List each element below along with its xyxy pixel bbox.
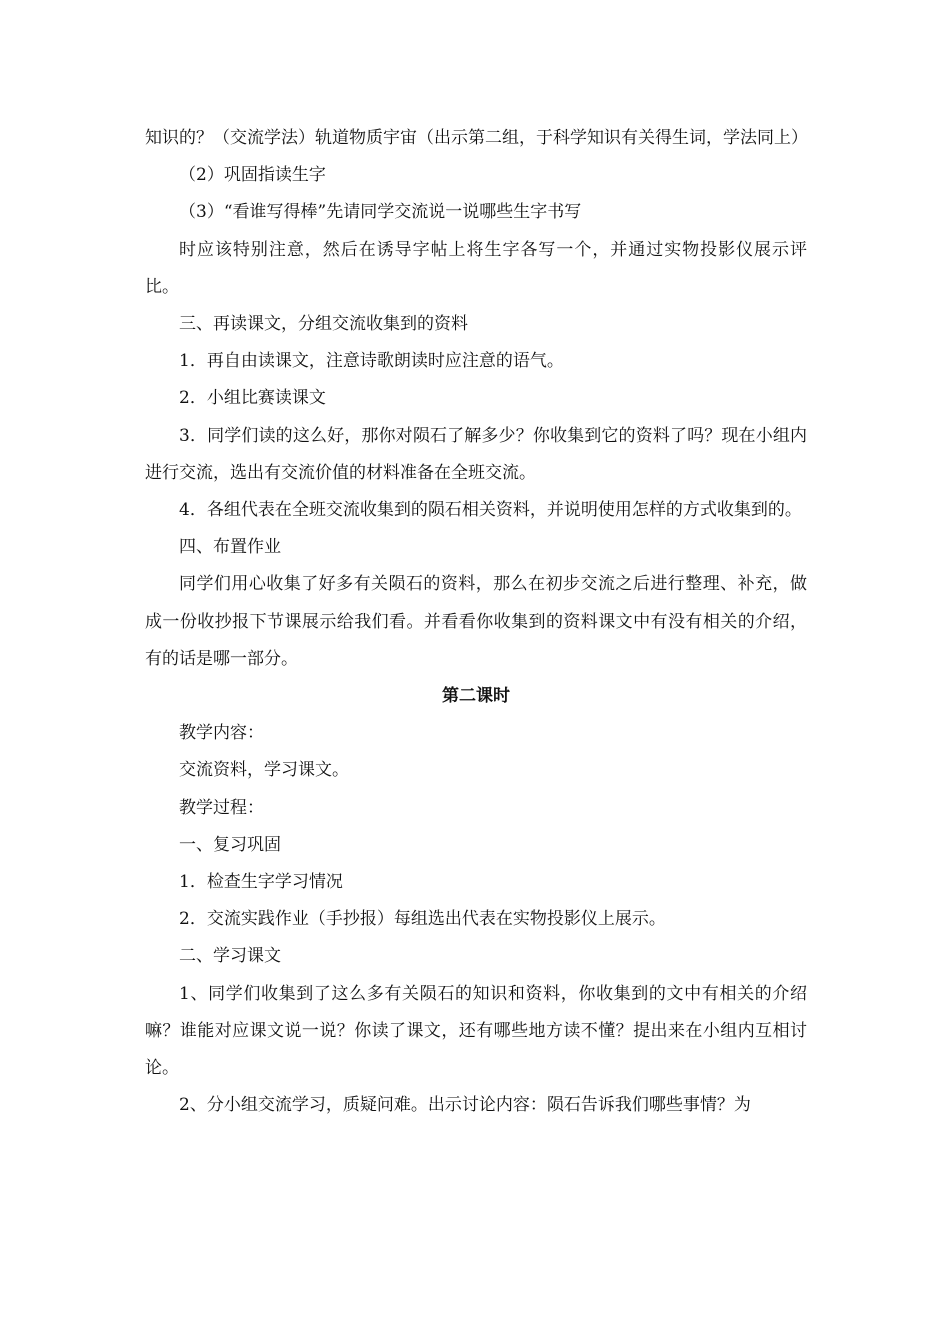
paragraph-1: 知识的？（交流学法）轨道物质宇宙（出示第二组，于科学知识有关得生词，学法同上） (145, 128, 808, 148)
section-heading-3: 三、再读课文，分组交流收集到的资料 (179, 314, 468, 335)
paragraph-14: 教学过程： (179, 797, 264, 818)
section-heading-4: 四、布置作业 (179, 537, 281, 558)
paragraph-11: 同学们用心收集了好多有关陨石的资料，那么在初步交流之后进行整理、补充，做成一份收抄报下节课展示给我们看。并看看你收集到的资料课文中有没有相关的介绍，有的话是哪一部分。 (145, 574, 807, 669)
paragraph-20: 2、分小组交流学习，质疑问难。出示讨论内容：陨石告诉我们哪些事情？为 (179, 1095, 751, 1116)
paragraph-7: 2．小组比赛读课文 (179, 388, 326, 409)
lesson-title: 第二课时 (442, 686, 510, 707)
section-heading-1: 一、复习巩固 (179, 834, 281, 855)
paragraph-17: 2．交流实践作业（手抄报）每组选出代表在实物投影仪上展示。 (179, 909, 666, 930)
section-heading-2: 二、学习课文 (179, 946, 281, 967)
paragraph-4: 时应该特别注意，然后在诱导字帖上将生字各写一个，并通过实物投影仪展示评比。 (145, 239, 807, 297)
paragraph-2: （2）巩固指读生字 (179, 165, 326, 186)
paragraph-12: 教学内容： (179, 723, 264, 744)
paragraph-13: 交流资料，学习课文。 (179, 760, 349, 781)
paragraph-6: 1．再自由读课文，注意诗歌朗读时应注意的语气。 (179, 351, 564, 372)
paragraph-19: 1、同学们收集到了这么多有关陨石的知识和资料，你收集到的文中有相关的介绍嘛？谁能对应课文说一说？你读了课文，还有哪些地方读不懂？提出来在小组内互相讨论。 (145, 983, 807, 1079)
document-body (145, 120, 807, 1124)
paragraph-3: （3）“看谁写得棒”先请同学交流说一说哪些生字书写 (179, 202, 582, 223)
paragraph-9: 4．各组代表在全班交流收集到的陨石相关资料，并说明使用怎样的方式收集到的。 (179, 500, 802, 521)
paragraph-8: 3．同学们读的这么好，那你对陨石了解多少？你收集到它的资料了吗？现在小组内进行交流，选出有交流价值的材料准备在全班交流。 (145, 425, 807, 483)
paragraph-16: 1．检查生字学习情况 (179, 872, 343, 893)
